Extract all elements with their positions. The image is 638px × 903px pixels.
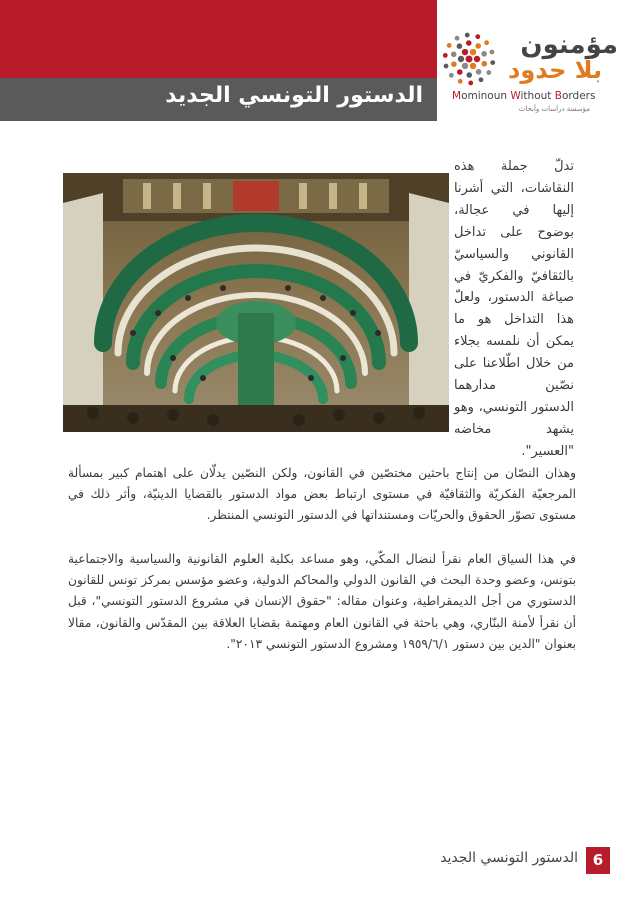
logo-dot (443, 53, 448, 58)
logo-dot (479, 77, 484, 82)
logo-dot (470, 49, 476, 55)
logo-dot (466, 40, 472, 46)
logo-dot (455, 36, 460, 41)
body-paragraph-1: وهذان النصّان من إنتاج باحثين مختصّين في القانون، ولكن النصّين يدلّان على اهتمام كبير بمسألة المرجعيّة الفكريّة والثقافيّة في مستوى ارتباط بعض مواد الدستور بالقضايا الدينيّة، وأثر ذلك في مستوى تصوّر الحقوق والحريّات ومستنداتها في الدستور التونسي المنتظر. (68, 466, 576, 523)
footer-title: الدستور التونسي الجديد (440, 850, 578, 866)
logo-dot (490, 50, 495, 55)
logo-dot (458, 79, 463, 84)
logo-dot (447, 43, 452, 48)
logo-arabic-line2: بلا حدود (508, 56, 602, 84)
logo-dot (462, 49, 468, 55)
logo-dot (474, 56, 480, 62)
page-number: 6 (586, 847, 610, 874)
logo-english-name: Mominoun Without Borders (452, 90, 596, 102)
logo-dot (466, 72, 472, 78)
logo-dot (451, 61, 457, 67)
header-title-band (0, 78, 437, 121)
intro-side-paragraph: تدلّ جملة هذه النقاشات، التي أشرنا إليها في عجالة، بوضوح على تداخل القانوني والسياسيّ بالثقافيّ والفكريّ في صياغة الدستور، ولعلّ هذا التداخل هو ما يمكن أن نلمسه بجلاء من خلال اطّلاعنا على نصّين مدارهما الدستور التونسي، وهو يشهد مخاضه "العسير". (454, 159, 574, 459)
logo-dot (465, 33, 470, 38)
logo-dot (451, 51, 457, 57)
logo-dot (457, 69, 463, 75)
body-paragraph-2: في هذا السياق العام نقرأ لنضال المكّي، وهو مساعد بكلية العلوم القانونية والسياسية والاجتماعية بتونس، وعضو وحدة البحث في القانون الدولي والمحاكم الدولية، وعضو مؤسس بمركز تونس للقانون الدستوري من أجل الديمقراطية، وعنوان مقاله: "حقوق الإنسان في مشروع الدستور التونسي"، قبل أن نقرأ لأمنة البنّاري، وهي باحثة في القانون العام ومهتمة بقضايا العلاقة بين المقدّس والقانون، مقالا بعنوان "الدين بين دستور ١٩٥٩/٦/١ ومشروع الدستور التونسي ٢٠١٣". (68, 552, 576, 651)
logo-dot (462, 63, 468, 69)
logo-dot-center (466, 56, 473, 63)
logo-subtitle: مؤسسة دراسات وأبحاث (518, 105, 590, 113)
logo-dot (458, 56, 464, 62)
logo-dot (490, 60, 495, 65)
logo-dot (475, 43, 481, 49)
logo-dot (476, 69, 482, 75)
logo-dot (481, 51, 487, 57)
logo-dot (457, 43, 463, 49)
logo-dot (449, 73, 454, 78)
header-red-band (0, 0, 437, 78)
logo-dot (475, 34, 480, 39)
logo-dot (481, 61, 487, 67)
dotted-circle-logo-icon (438, 28, 500, 90)
publisher-logo (438, 8, 628, 118)
logo-dot (468, 81, 473, 86)
logo-dot (486, 70, 491, 75)
logo-dot (470, 63, 476, 69)
logo-dot (444, 64, 449, 69)
parliament-hall-photo (63, 173, 449, 432)
logo-dot (484, 40, 489, 45)
page-title: الدستور التونسي الجديد (165, 83, 423, 108)
parliament-photo-illustration (63, 173, 449, 432)
logo-arabic-line1: مؤمنون (520, 30, 618, 60)
